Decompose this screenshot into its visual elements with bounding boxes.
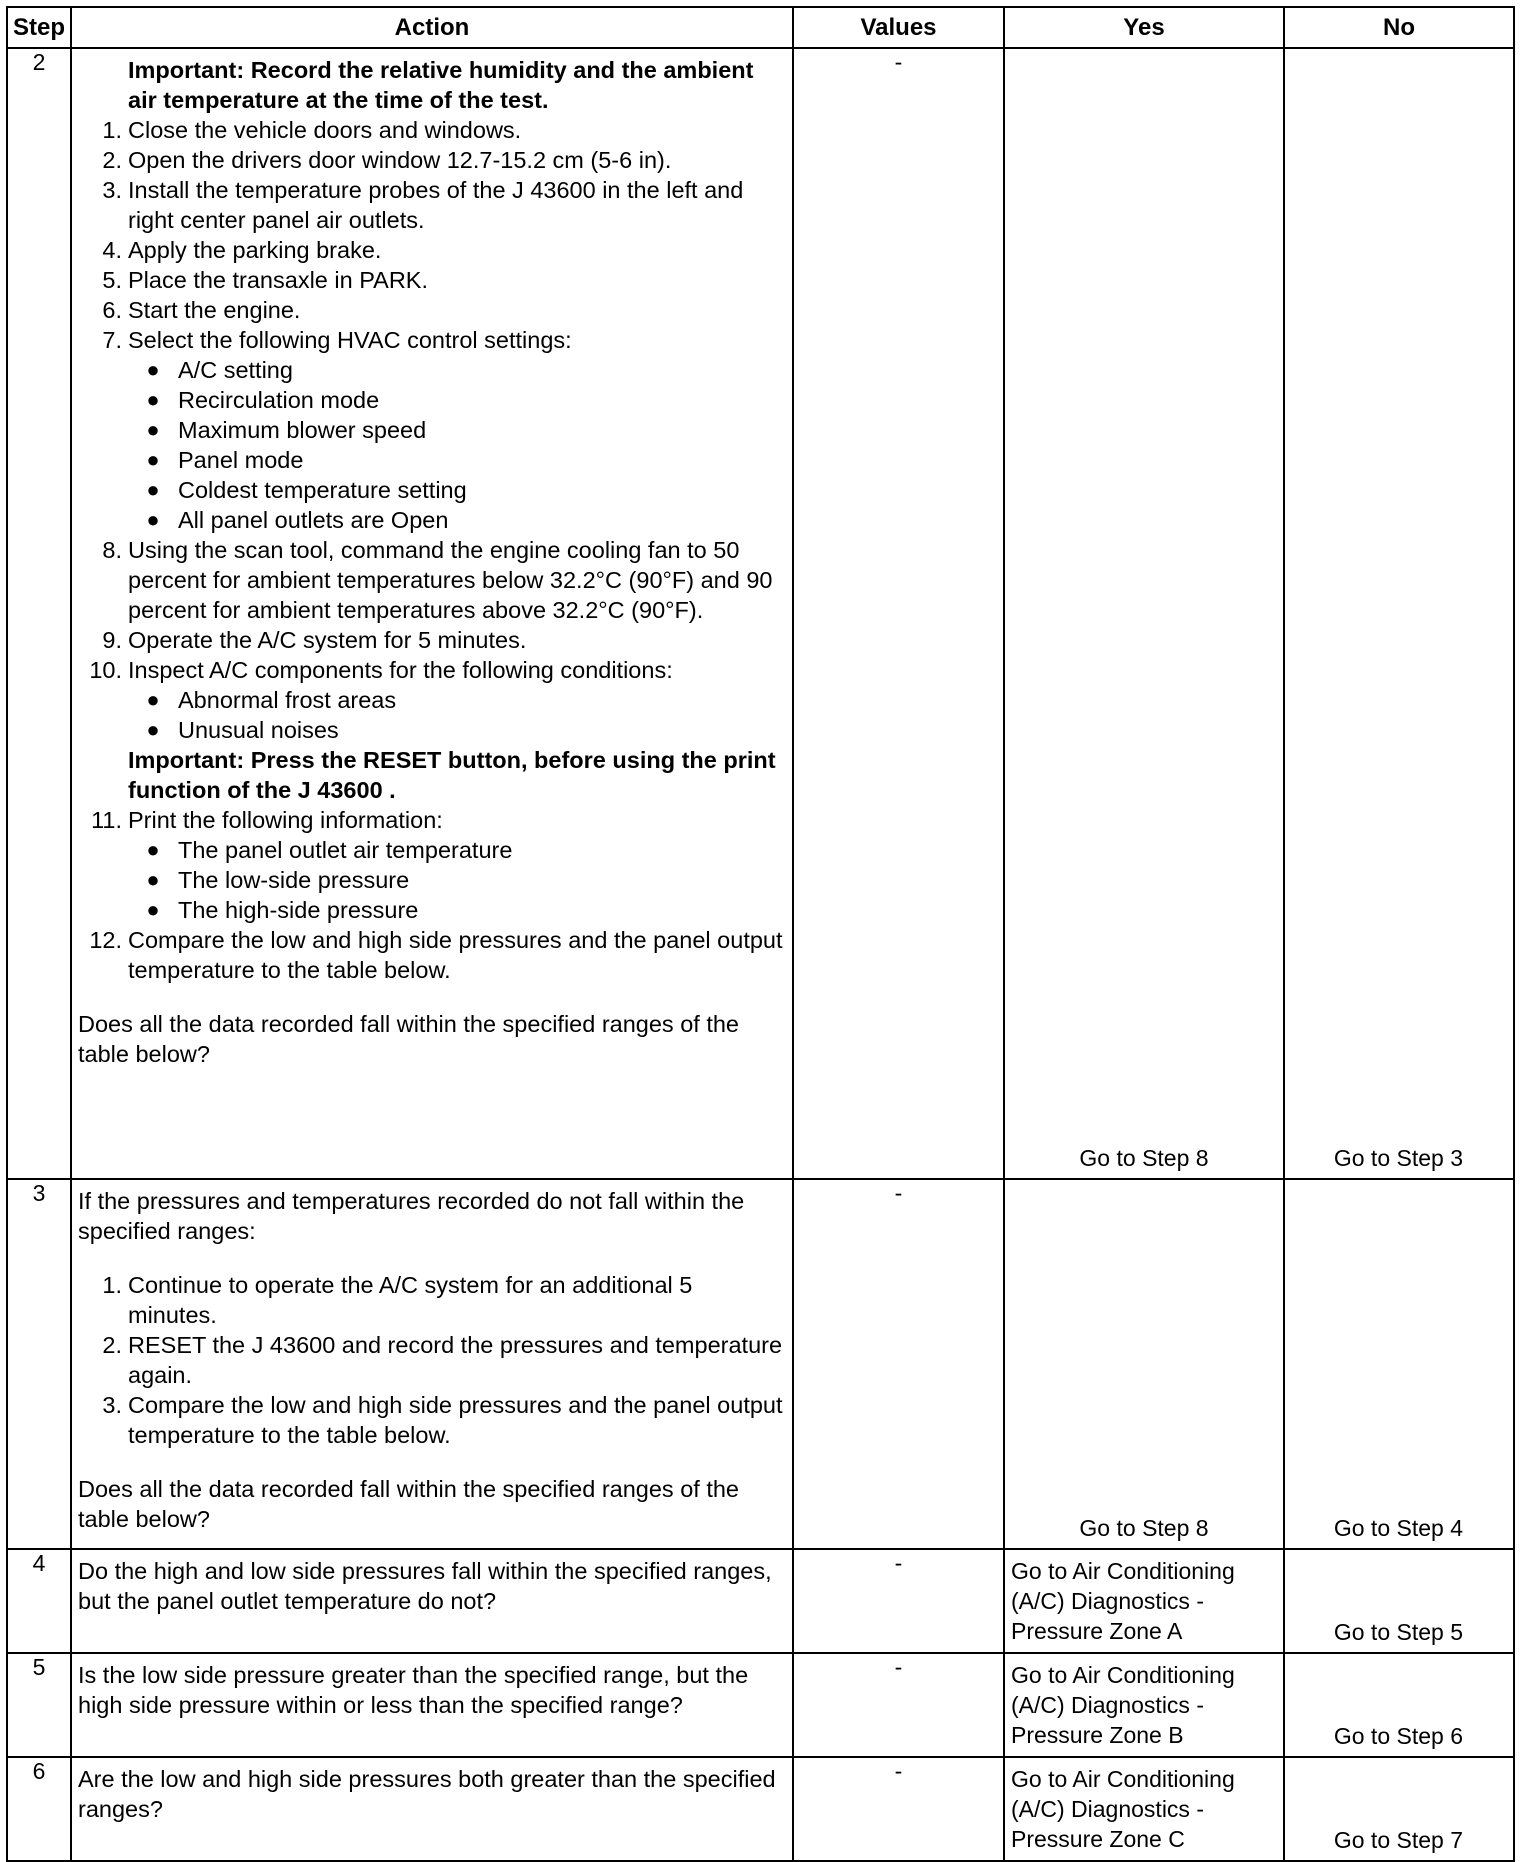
list-item: 2. RESET the J 43600 and record the pressures and temperature again. (102, 1332, 783, 1388)
header-step: Step (7, 7, 71, 48)
list-item: 1. Close the vehicle doors and windows. (102, 117, 522, 143)
bullet-item: ● Abnormal frost areas (128, 685, 786, 715)
bullet-icon: ● (146, 837, 160, 862)
list-item: 3. Install the temperature probes of the J 43600 in the left and right center panel air outlets. (102, 177, 744, 233)
step-number: 5 (7, 1653, 71, 1757)
bullet-icon: ● (146, 447, 160, 472)
yes-result: Go to Step 8 (1079, 1515, 1209, 1541)
yes-result: Go to Air Conditioning (A/C) Diagnostics - Pressure Zone C (1011, 1766, 1235, 1852)
bullet-icon: ● (146, 687, 160, 712)
yes-result: Go to Air Conditioning (A/C) Diagnostics - Pressure Zone B (1011, 1662, 1235, 1748)
values-cell: - (793, 1179, 1004, 1549)
important-note: Important: Record the relative humidity and the ambient air temperature at the time of the test. (128, 57, 754, 113)
bullet-icon: ● (146, 357, 160, 382)
question-text: Are the low and high side pressures both greater than the specified ranges? (78, 1766, 776, 1822)
header-action: Action (71, 7, 793, 48)
yes-cell (1004, 1549, 1284, 1653)
no-result: Go to Step 6 (1333, 1723, 1463, 1749)
table-row (7, 1179, 1514, 1549)
bullet-icon: ● (146, 417, 160, 442)
list-item: 6. Start the engine. (102, 297, 301, 323)
list-item: 4. Apply the parking brake. (102, 237, 382, 263)
bullet-item: ● Panel mode (128, 445, 786, 475)
step-number: 4 (7, 1549, 71, 1653)
table-row (7, 1653, 1514, 1757)
table-row (7, 1549, 1514, 1653)
list-item: 3. Compare the low and high side pressures and the panel output temperature to the table below. (102, 1392, 783, 1448)
yes-cell (1004, 1757, 1284, 1861)
list-item: 12. Compare the low and high side pressures and the panel output temperature to the table below. (89, 927, 783, 983)
values-cell: - (793, 1757, 1004, 1861)
bullet-item: ● Recirculation mode (128, 385, 786, 415)
bullet-icon: ● (146, 867, 160, 892)
bullet-item: ● A/C setting (128, 355, 786, 385)
yes-result: Go to Step 8 (1079, 1145, 1209, 1171)
list-item: 7. Select the following HVAC control settings: (102, 327, 572, 353)
action-cell (71, 1179, 793, 1549)
intro-text: If the pressures and temperatures recorded do not fall within the specified ranges: (78, 1188, 745, 1244)
question-text: Does all the data recorded fall within the specified ranges of the table below? (78, 1476, 740, 1532)
header-yes: Yes (1004, 7, 1284, 48)
action-cell (71, 1757, 793, 1861)
list-item: 9. Operate the A/C system for 5 minutes. (102, 627, 527, 653)
values-cell: - (793, 48, 1004, 1179)
table-row (7, 48, 1514, 1179)
question-text: Is the low side pressure greater than the specified range, but the high side pressure within or less than the specified range? (78, 1662, 749, 1718)
yes-cell (1004, 48, 1284, 1179)
bullet-item: ● All panel outlets are Open (128, 505, 786, 535)
important-note: Important: Press the RESET button, before using the print function of the J 43600 . (128, 747, 776, 803)
yes-cell (1004, 1653, 1284, 1757)
no-cell (1284, 1549, 1514, 1653)
list-item: 2. Open the drivers door window 12.7-15.2 cm (5-6 in). (102, 147, 672, 173)
action-cell (71, 48, 793, 1179)
bullet-icon: ● (146, 477, 160, 502)
step-number: 6 (7, 1757, 71, 1861)
bullet-item: ● The high-side pressure (128, 895, 786, 925)
no-cell (1284, 48, 1514, 1179)
diagnostic-table (6, 6, 1515, 1862)
list-item: 11. Print the following information: (91, 807, 443, 833)
table-header-row (7, 7, 1514, 48)
yes-result: Go to Air Conditioning (A/C) Diagnostics - Pressure Zone A (1011, 1558, 1235, 1644)
bullet-icon: ● (146, 387, 160, 412)
bullet-item: ● Coldest temperature setting (128, 475, 786, 505)
step-number: 3 (7, 1179, 71, 1549)
action-cell (71, 1653, 793, 1757)
no-cell (1284, 1179, 1514, 1549)
list-item: 8. Using the scan tool, command the engine cooling fan to 50 percent for ambient temperatures below 32.2°C (90°F) and 90 percent for ambient temperatures above 32.2°C (90°F). (102, 537, 773, 623)
list-item: 10. Inspect A/C components for the following conditions: (89, 657, 673, 683)
bullet-icon: ● (146, 717, 160, 742)
no-cell (1284, 1653, 1514, 1757)
bullet-icon: ● (146, 507, 160, 532)
bullet-item: ● The panel outlet air temperature (128, 835, 786, 865)
header-no: No (1284, 7, 1514, 48)
action-cell (71, 1549, 793, 1653)
values-cell: - (793, 1653, 1004, 1757)
no-result: Go to Step 3 (1333, 1145, 1463, 1171)
no-result: Go to Step 7 (1333, 1827, 1463, 1853)
bullet-item: ● Maximum blower speed (128, 415, 786, 445)
no-result: Go to Step 5 (1333, 1619, 1463, 1645)
yes-cell (1004, 1179, 1284, 1549)
question-text: Do the high and low side pressures fall within the specified ranges, but the panel outlet temperature do not? (78, 1558, 772, 1614)
values-cell: - (793, 1549, 1004, 1653)
question-text: Does all the data recorded fall within the specified ranges of the table below? (78, 1011, 740, 1067)
list-item: 5. Place the transaxle in PARK. (102, 267, 428, 293)
bullet-item: ● The low-side pressure (128, 865, 786, 895)
bullet-icon: ● (146, 897, 160, 922)
list-item: 1. Continue to operate the A/C system for an additional 5 minutes. (102, 1272, 693, 1328)
no-cell (1284, 1757, 1514, 1861)
bullet-item: ● Unusual noises (128, 715, 786, 745)
header-values: Values (793, 7, 1004, 48)
no-result: Go to Step 4 (1333, 1515, 1463, 1541)
step-number: 2 (7, 48, 71, 1179)
table-row (7, 1757, 1514, 1861)
